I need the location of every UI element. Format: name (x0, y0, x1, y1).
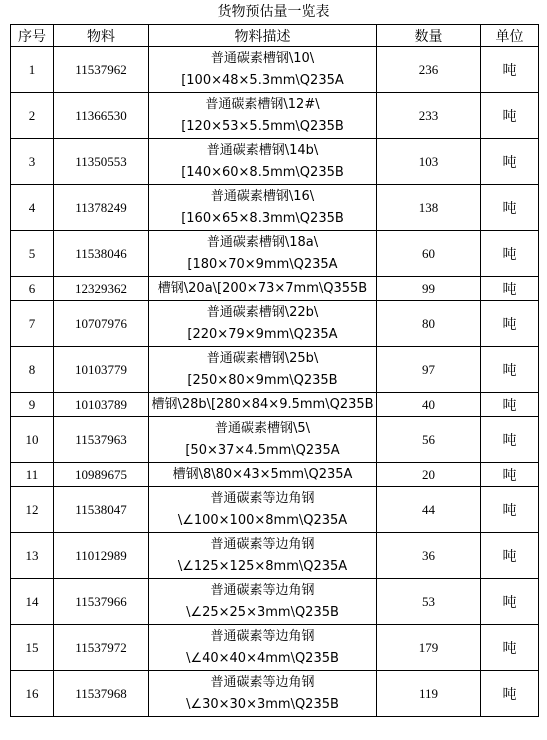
quantity: 80 (377, 301, 481, 347)
description-line: 普通碳素槽钢\10\ (210, 50, 315, 66)
row-number: 13 (11, 533, 54, 579)
unit: 吨 (481, 417, 539, 463)
material-code: 11537972 (54, 625, 149, 671)
description-line: [250×80×9mm\Q235B (187, 372, 338, 388)
description-line: 普通碳素槽钢\16\ (210, 188, 315, 204)
table-row (11, 139, 539, 185)
description-line: [50×37×4.5mm\Q235A (185, 442, 340, 458)
table-row (11, 579, 539, 625)
description-line: \∠125×125×8mm\Q235A (177, 558, 348, 574)
quantity: 236 (377, 47, 481, 93)
table-row (11, 671, 539, 717)
unit: 吨 (481, 301, 539, 347)
description-line: 普通碳素等边角钢 (210, 582, 315, 598)
description-line: 普通碳素等边角钢 (210, 536, 315, 552)
row-number: 7 (11, 301, 54, 347)
quantity: 20 (377, 463, 481, 487)
unit: 吨 (481, 93, 539, 139)
table-row (11, 277, 539, 301)
quantity: 179 (377, 625, 481, 671)
quantity: 99 (377, 277, 481, 301)
table-row (11, 93, 539, 139)
unit: 吨 (481, 393, 539, 417)
table-body (11, 47, 539, 717)
material-description (149, 463, 377, 487)
material-code: 11537962 (54, 47, 149, 93)
row-number: 1 (11, 47, 54, 93)
description-line: 普通碳素槽钢\22b\ (206, 304, 319, 320)
table-row (11, 301, 539, 347)
description-line: \∠25×25×3mm\Q235B (186, 604, 339, 620)
table-row (11, 393, 539, 417)
row-number: 14 (11, 579, 54, 625)
row-number: 4 (11, 185, 54, 231)
quantity: 53 (377, 579, 481, 625)
material-description (149, 301, 377, 347)
row-number: 12 (11, 487, 54, 533)
description-line: 普通碳素槽钢\12#\ (205, 96, 320, 112)
table-row (11, 625, 539, 671)
material-description (149, 393, 377, 417)
material-code: 10103779 (54, 347, 149, 393)
description-line: 普通碳素槽钢\25b\ (206, 350, 319, 366)
material-code: 11012989 (54, 533, 149, 579)
header-material: 物料 (54, 25, 149, 47)
unit: 吨 (481, 277, 539, 301)
material-code: 10103789 (54, 393, 149, 417)
description-line: 槽钢\20a\[200×73×7mm\Q355B (157, 280, 368, 296)
description-line: [180×70×9mm\Q235A (187, 256, 338, 272)
row-number: 10 (11, 417, 54, 463)
header-no: 序号 (11, 25, 54, 47)
unit: 吨 (481, 47, 539, 93)
row-number: 6 (11, 277, 54, 301)
table-row (11, 185, 539, 231)
material-description (149, 231, 377, 277)
unit: 吨 (481, 625, 539, 671)
material-description (149, 417, 377, 463)
material-code: 11350553 (54, 139, 149, 185)
description-line: 普通碳素等边角钢 (210, 674, 315, 690)
row-number: 16 (11, 671, 54, 717)
quantity: 36 (377, 533, 481, 579)
description-line: 普通碳素等边角钢 (210, 490, 315, 506)
material-code: 11537966 (54, 579, 149, 625)
header-description: 物料描述 (149, 25, 377, 47)
row-number: 11 (11, 463, 54, 487)
header-row (11, 25, 539, 47)
row-number: 15 (11, 625, 54, 671)
unit: 吨 (481, 185, 539, 231)
table-row (11, 347, 539, 393)
material-description (149, 139, 377, 185)
unit: 吨 (481, 533, 539, 579)
header-unit: 单位 (481, 25, 539, 47)
goods-table (10, 24, 539, 717)
material-code: 10707976 (54, 301, 149, 347)
material-description (149, 671, 377, 717)
header-quantity: 数量 (377, 25, 481, 47)
unit: 吨 (481, 347, 539, 393)
description-line: \∠30×30×3mm\Q235B (186, 696, 339, 712)
quantity: 233 (377, 93, 481, 139)
quantity: 138 (377, 185, 481, 231)
unit: 吨 (481, 671, 539, 717)
description-line: 普通碳素等边角钢 (210, 628, 315, 644)
table-row (11, 47, 539, 93)
description-line: [220×79×9mm\Q235A (187, 326, 338, 342)
material-description (149, 47, 377, 93)
description-line: 普通碳素槽钢\5\ (214, 420, 311, 436)
quantity: 103 (377, 139, 481, 185)
material-description (149, 93, 377, 139)
material-code: 11537963 (54, 417, 149, 463)
material-description (149, 625, 377, 671)
unit: 吨 (481, 463, 539, 487)
description-line: [160×65×8.3mm\Q235B (181, 210, 344, 226)
description-line: [120×53×5.5mm\Q235B (181, 118, 344, 134)
material-code: 11366530 (54, 93, 149, 139)
material-description (149, 347, 377, 393)
material-code: 11538046 (54, 231, 149, 277)
description-line: 槽钢\28b\[280×84×9.5mm\Q235B (151, 396, 374, 412)
table-row (11, 463, 539, 487)
table-row (11, 533, 539, 579)
description-line: \∠100×100×8mm\Q235A (177, 512, 348, 528)
unit: 吨 (481, 139, 539, 185)
table-row (11, 487, 539, 533)
row-number: 5 (11, 231, 54, 277)
material-code: 11538047 (54, 487, 149, 533)
quantity: 119 (377, 671, 481, 717)
material-description (149, 487, 377, 533)
material-description (149, 579, 377, 625)
quantity: 40 (377, 393, 481, 417)
quantity: 97 (377, 347, 481, 393)
unit: 吨 (481, 231, 539, 277)
table-row (11, 231, 539, 277)
description-line: [100×48×5.3mm\Q235A (181, 72, 344, 88)
table-title: 货物预估量一览表 (217, 4, 330, 20)
row-number: 2 (11, 93, 54, 139)
quantity: 60 (377, 231, 481, 277)
description-line: 普通碳素槽钢\18a\ (206, 234, 319, 250)
material-code: 12329362 (54, 277, 149, 301)
material-code: 11537968 (54, 671, 149, 717)
material-description (149, 277, 377, 301)
description-line: [140×60×8.5mm\Q235B (181, 164, 344, 180)
row-number: 3 (11, 139, 54, 185)
description-line: 普通碳素槽钢\14b\ (206, 142, 319, 158)
material-description (149, 533, 377, 579)
description-line: 槽钢\8\80×43×5mm\Q235A (172, 466, 353, 482)
description-line: \∠40×40×4mm\Q235B (186, 650, 339, 666)
quantity: 56 (377, 417, 481, 463)
row-number: 9 (11, 393, 54, 417)
row-number: 8 (11, 347, 54, 393)
unit: 吨 (481, 579, 539, 625)
unit: 吨 (481, 487, 539, 533)
material-code: 11378249 (54, 185, 149, 231)
quantity: 44 (377, 487, 481, 533)
material-description (149, 185, 377, 231)
table-row (11, 417, 539, 463)
material-code: 10989675 (54, 463, 149, 487)
